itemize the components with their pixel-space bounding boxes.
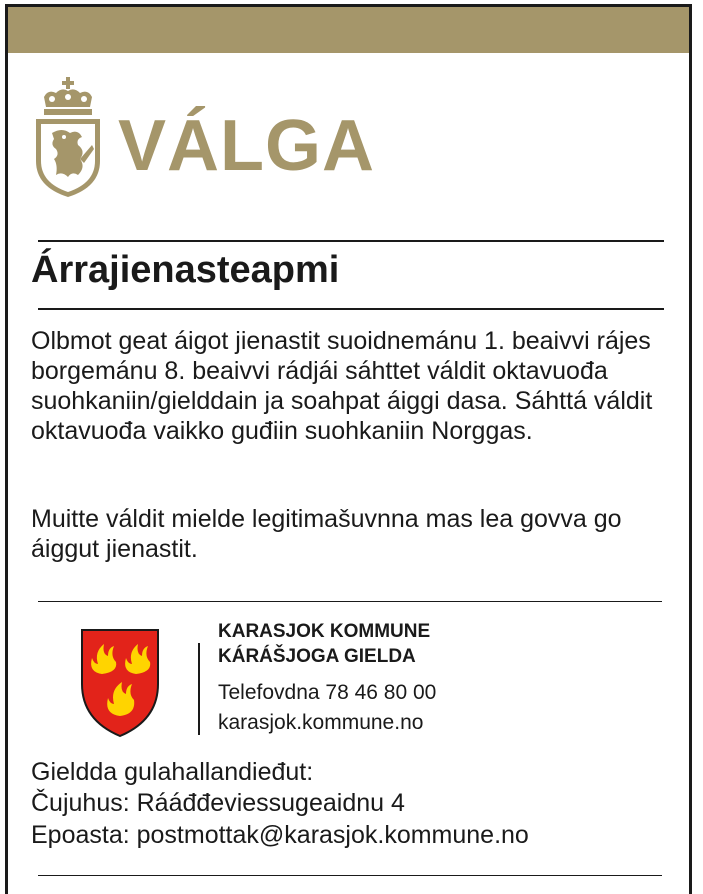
top-accent-bar [8, 7, 689, 53]
notice-heading: Árrajienasteapmi [31, 249, 340, 291]
section-divider [38, 601, 662, 602]
coat-of-arms-icon [34, 75, 102, 199]
notice-paragraph-1: Olbmot geat áigot jienastit suoidnemánu 1. beaivvi rájes borgemánu 8. beaivvi rádjái sáhttet váldit oktavuođa suohkaniin/gielddain ja soahpat áiggi dasa. Sáhttá váldit oktavuođa vaikko guđiin suohkaniin Norggas. [31, 327, 653, 445]
municipality-name-norwegian: KARASJOK KOMMUNE [218, 621, 431, 642]
vertical-divider [198, 643, 200, 735]
municipality-website[interactable]: karasjok.kommune.no [218, 711, 424, 734]
municipality-phone: Telefovdna 78 46 80 00 [218, 681, 437, 704]
municipality-name-sami: KÁRÁŠJOGA GIELDA [218, 646, 416, 667]
heading-bottom-rule [38, 308, 664, 310]
brand-title: VÁLGA [118, 106, 375, 186]
heading-top-rule [38, 240, 664, 242]
contact-email[interactable]: Epoasta: postmottak@karasjok.kommune.no [31, 821, 529, 849]
bottom-rule [38, 875, 662, 876]
kommune-shield-icon [80, 628, 160, 738]
notice-paragraph-2: Muitte váldit mielde legitimašuvnna mas lea govva go áiggut jienastit. [31, 505, 622, 563]
contact-address: Čujuhus: Rááđđeviessugeaidnu 4 [31, 789, 405, 817]
contact-heading: Gieldda gulahallandieđut: [31, 758, 314, 786]
